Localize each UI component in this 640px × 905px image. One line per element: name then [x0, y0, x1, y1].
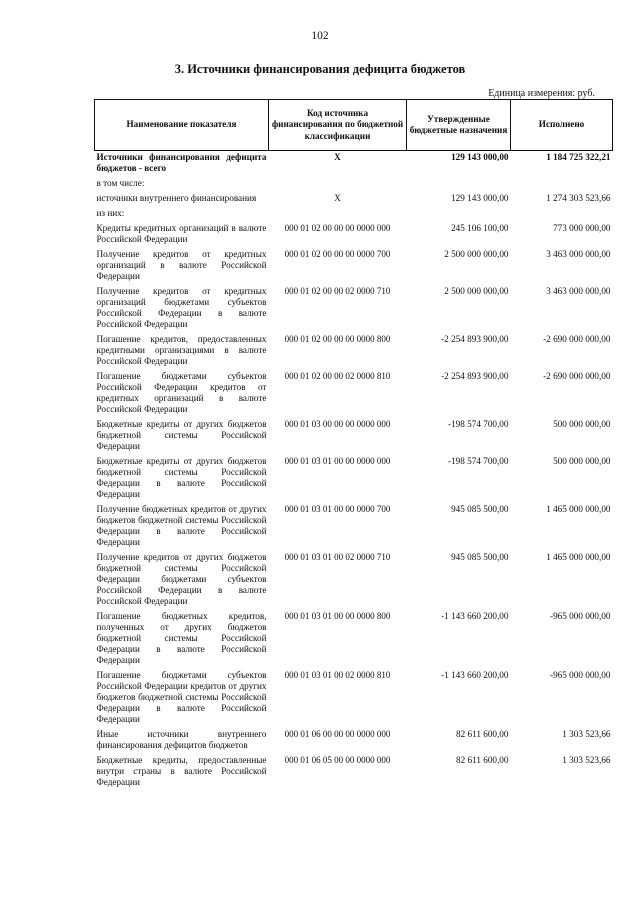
row-code-cell: 000 01 02 00 00 00 0000 000: [284, 223, 391, 233]
table-body: [95, 151, 613, 792]
row-executed-cell: -2 690 000 000,00: [543, 334, 611, 344]
row-code-cell: X: [334, 193, 341, 203]
row-code-cell: 000 01 02 00 00 00 0000 800: [284, 334, 391, 344]
row-approved-cell: [407, 177, 511, 192]
table-row: [95, 754, 613, 791]
financing-sources-table: [94, 99, 613, 791]
table-row: [95, 151, 613, 178]
row-name-cell: Получение кредитов от кредитных организаций бюджетами субъектов Российской Федерации в валюте Российской Федерации: [96, 286, 267, 329]
row-executed-cell: 1 274 303 523,66: [546, 193, 611, 203]
row-name-cell: Погашение бюджетами субъектов Российской Федерации кредитов от кредитных организаций в валюте Российской Федерации: [96, 371, 267, 414]
table-row: [95, 669, 613, 728]
row-executed-cell: 500 000 000,00: [553, 419, 611, 429]
row-executed-cell: 1 303 523,66: [562, 755, 611, 765]
table-row: [95, 728, 613, 754]
row-code-cell: 000 01 03 01 00 00 0000 800: [284, 611, 391, 621]
row-name-cell: Погашение бюджетных кредитов, полученных от других бюджетов бюджетной системы Российской Федерации в валюте Российской Федерации: [96, 611, 267, 665]
row-name-cell: Получение кредитов от кредитных организаций в валюте Российской Федерации: [96, 249, 267, 281]
section-title: 3. Источники финансирования дефицита бюджетов: [174, 62, 466, 76]
table-row: [95, 503, 613, 551]
row-code-cell: [269, 207, 407, 222]
table-row: [95, 551, 613, 610]
row-name-cell: Получение кредитов от других бюджетов бюджетной системы Российской Федерации бюджетами субъектов Российской Федерации в валюте Российской Федерации: [96, 552, 267, 606]
row-executed-cell: 1 465 000 000,00: [546, 504, 611, 514]
row-name-cell: Погашение бюджетами субъектов Российской Федерации кредитов от других бюджетов бюджетной системы Российской Федерации в валюте Российской Федерации: [96, 670, 267, 724]
row-approved-cell: -1 143 660 200,00: [441, 670, 509, 680]
row-executed-cell: [511, 207, 613, 222]
row-code-cell: 000 01 03 00 00 00 0000 000: [284, 419, 391, 429]
row-approved-cell: -198 574 700,00: [448, 419, 509, 429]
row-executed-cell: 1 184 725 322,21: [546, 152, 611, 162]
row-approved-cell: 129 143 000,00: [451, 152, 509, 162]
table-row: [95, 177, 613, 192]
row-code-cell: 000 01 02 00 00 02 0000 710: [284, 286, 391, 296]
table-row: [95, 455, 613, 503]
row-executed-cell: 3 463 000 000,00: [546, 249, 611, 259]
table-row: [95, 248, 613, 285]
row-code-cell: 000 01 02 00 00 02 0000 810: [284, 371, 391, 381]
row-executed-cell: 773 000 000,00: [553, 223, 611, 233]
row-executed-cell: 3 463 000 000,00: [546, 286, 611, 296]
row-executed-cell: 1 303 523,66: [562, 729, 611, 739]
row-executed-cell: -965 000 000,00: [550, 611, 611, 621]
row-executed-cell: 1 465 000 000,00: [546, 552, 611, 562]
col-header-name: Наименование показателя: [95, 100, 269, 151]
table-row: [95, 370, 613, 418]
row-executed-cell: -965 000 000,00: [550, 670, 611, 680]
table-header-row: [95, 100, 613, 151]
row-code-cell: [269, 177, 407, 192]
row-approved-cell: [407, 207, 511, 222]
row-executed-cell: [511, 177, 613, 192]
row-name-cell: из них:: [96, 208, 125, 218]
row-approved-cell: 245 106 100,00: [451, 223, 509, 233]
row-approved-cell: 945 085 500,00: [451, 504, 509, 514]
row-name-cell: Источники финансирования дефицита бюджетов - всего: [96, 152, 267, 173]
row-approved-cell: 82 611 600,00: [456, 755, 509, 765]
row-approved-cell: -198 574 700,00: [448, 456, 509, 466]
row-code-cell: 000 01 06 05 00 00 0000 000: [284, 755, 391, 765]
page-number: 102: [311, 30, 329, 42]
table-row: [95, 610, 613, 669]
table-row: [95, 207, 613, 222]
row-code-cell: 000 01 03 01 00 02 0000 810: [284, 670, 391, 680]
row-name-cell: источники внутреннего финансирования: [96, 193, 257, 203]
row-approved-cell: 945 085 500,00: [451, 552, 509, 562]
table-row: [95, 285, 613, 333]
row-approved-cell: 2 500 000 000,00: [444, 249, 509, 259]
row-code-cell: 000 01 06 00 00 00 0000 000: [284, 729, 391, 739]
table-row: [95, 222, 613, 248]
table-row: [95, 192, 613, 207]
row-name-cell: Бюджетные кредиты, предоставленные внутри страны в валюте Российской Федерации: [96, 755, 267, 787]
row-name-cell: Бюджетные кредиты от других бюджетов бюджетной системы Российской Федерации: [96, 419, 267, 451]
row-approved-cell: 129 143 000,00: [451, 193, 509, 203]
row-name-cell: Иные источники внутреннего финансирования дефицитов бюджетов: [96, 729, 267, 750]
row-code-cell: 000 01 03 01 00 00 0000 000: [284, 456, 391, 466]
row-approved-cell: -2 254 893 900,00: [441, 334, 509, 344]
row-name-cell: Получение бюджетных кредитов от других бюджетов бюджетной системы Российской Федерации в валюте Российской Федерации: [96, 504, 267, 547]
row-approved-cell: -1 143 660 200,00: [441, 611, 509, 621]
row-name-cell: Бюджетные кредиты от других бюджетов бюджетной системы Российской Федерации в валюте Российской Федерации: [96, 456, 267, 499]
row-code-cell: 000 01 03 01 00 00 0000 700: [284, 504, 391, 514]
col-header-approved: Утвержденные бюджетные назначения: [407, 100, 511, 151]
row-code-cell: 000 01 03 01 00 02 0000 710: [284, 552, 391, 562]
unit-label: Единица измерения: руб.: [488, 88, 595, 99]
row-executed-cell: -2 690 000 000,00: [543, 371, 611, 381]
row-executed-cell: 500 000 000,00: [553, 456, 611, 466]
row-code-cell: X: [334, 152, 341, 162]
row-name-cell: Кредиты кредитных организаций в валюте Российской Федерации: [96, 223, 267, 244]
col-header-executed: Исполнено: [511, 100, 613, 151]
table-row: [95, 333, 613, 370]
row-name-cell: в том числе:: [96, 178, 145, 188]
row-name-cell: Погашение кредитов, предоставленных кредитными организациями в валюте Российской Федерации: [96, 334, 267, 366]
col-header-code: Код источника финансирования по бюджетной классификации: [269, 100, 407, 151]
row-code-cell: 000 01 02 00 00 00 0000 700: [284, 249, 391, 259]
row-approved-cell: -2 254 893 900,00: [441, 371, 509, 381]
row-approved-cell: 82 611 600,00: [456, 729, 509, 739]
row-approved-cell: 2 500 000 000,00: [444, 286, 509, 296]
table-row: [95, 418, 613, 455]
